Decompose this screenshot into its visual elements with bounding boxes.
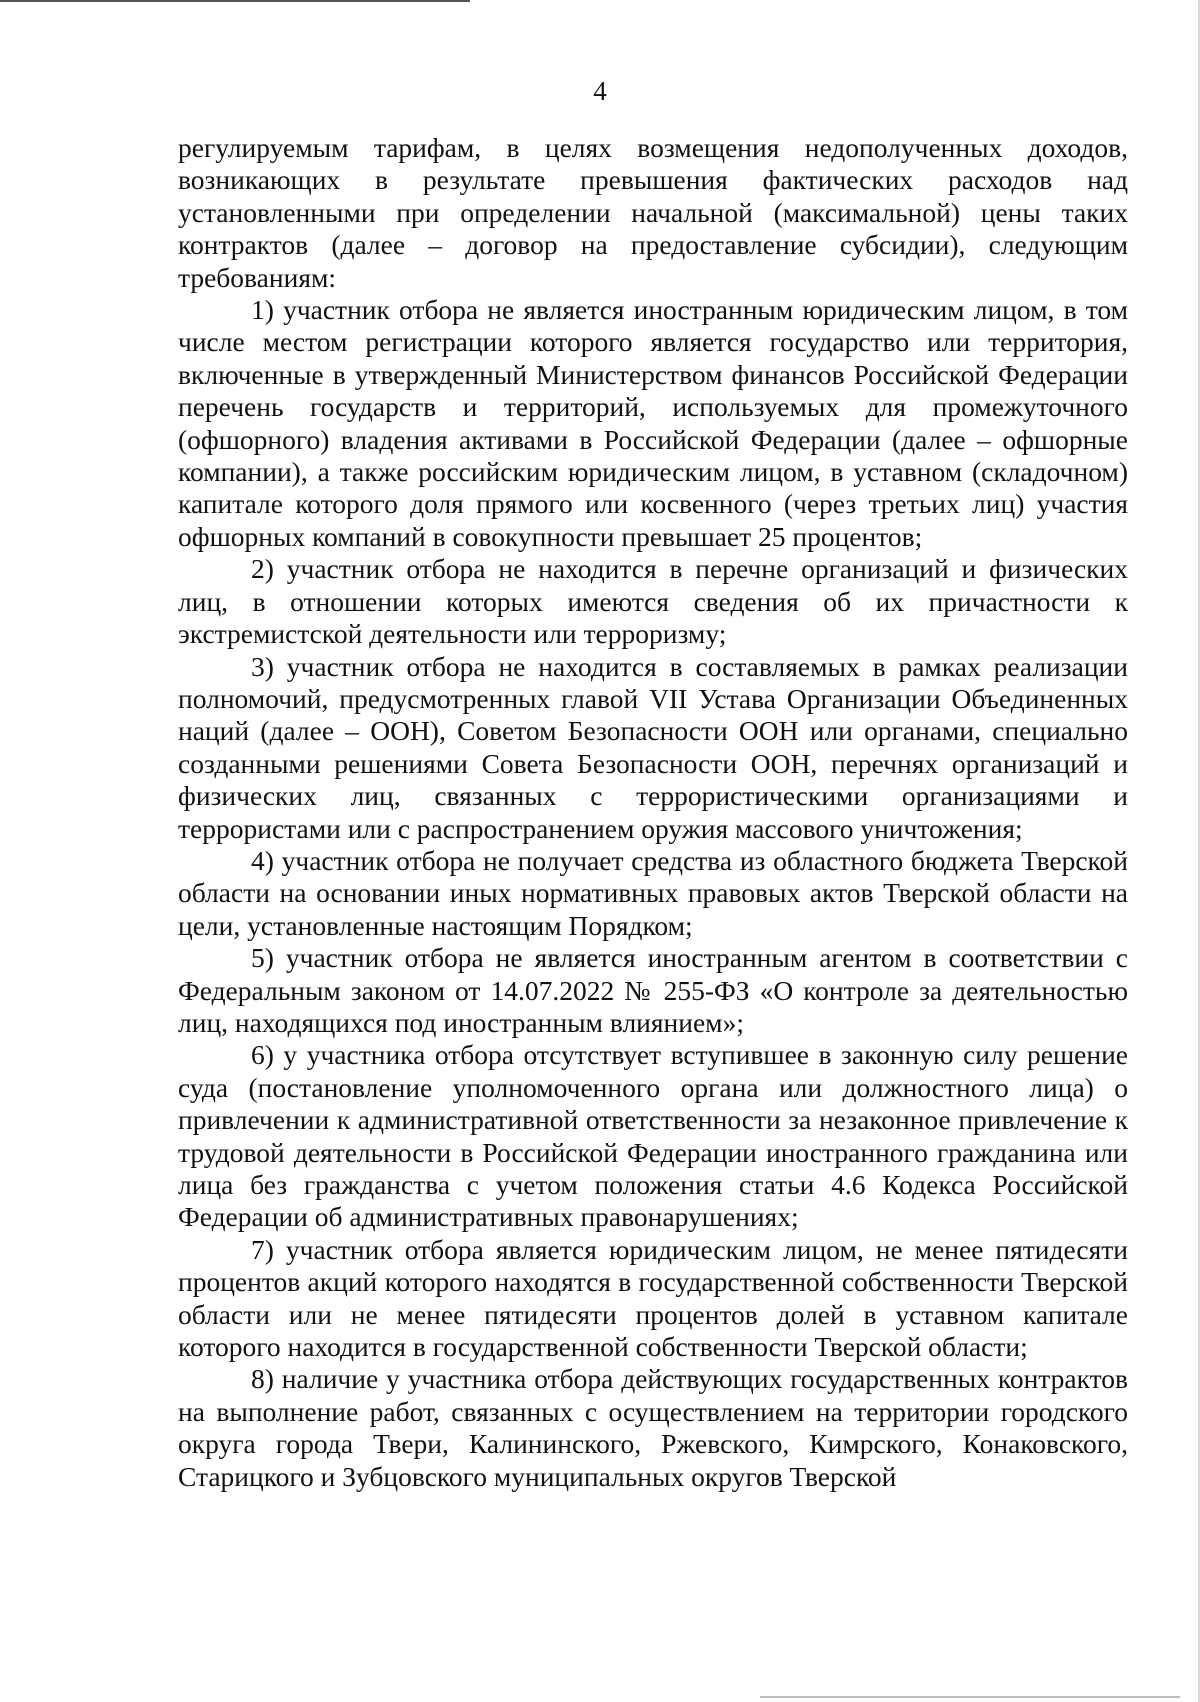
list-item-7: 7) участник отбора является юридическим лицом, не менее пятидесяти процентов акций которого находятся в государственной собственности Тверской области или не менее пятидесяти процентов долей в уставном капитале которого находится в государственной собственности Тверской области; [178,1233,1128,1363]
page-number: 4 [593,76,607,106]
list-item-2: 2) участник отбора не находится в перечне организаций и физических лиц, в отношении которых имеются сведения об их причастности к экстремистской деятельности или терроризму; [178,553,1128,650]
list-item-4: 4) участник отбора не получает средства из областного бюджета Тверской области на основании иных нормативных правовых актов Тверской области на цели, установленные настоящим Порядком; [178,844,1128,941]
list-item-6: 6) у участника отбора отсутствует вступившее в законную силу решение суда (постановление уполномоченного органа или должностного лица) о привлечении к административной ответственности за незаконное привлечение к трудовой деятельности в Российской Федерации иностранного гражданина или лица без гражданства с учетом положения статьи 4.6 Кодекса Российской Федерации об административных правонарушениях; [178,1039,1128,1233]
list-item-8: 8) наличие у участника отбора действующих государственных контрактов на выполнение работ, связанных с осуществлением на территории городского округа города Твери, Калининского, Ржевского, Кимрского, Конаковского, Старицкого и Зубцовского муниципальных округов Тверской [178,1363,1128,1492]
document-body [178,132,1128,1493]
list-item-1: 1) участник отбора не является иностранным юридическим лицом, в том числе местом регистрации которого является государство или территория, включенные в утвержденный Министерством финансов Российской Федерации перечень государств и территорий, используемых для промежуточного (офшорного) владения активами в Российской Федерации (далее – офшорные компании), а также российским юридическим лицом, в уставном (складочном) капитале которого доля прямого или косвенного (через третьих лиц) участия офшорных компаний в совокупности превышает 25 процентов; [178,294,1128,552]
paragraph-continuation: регулируемым тарифам, в целях возмещения недополученных доходов, возникающих в результате превышения фактических расходов над установленными при определении начальной (максимальной) цены таких контрактов (далее – договор на предоставление субсидии), следующим требованиям: [178,132,1128,293]
scan-edge-top [0,0,470,2]
list-item-3: 3) участник отбора не находится в составляемых в рамках реализации полномочий, предусмотренных главой VII Устава Организации Объединенных наций (далее – ООН), Советом Безопасности ООН или органами, специально созданными решениями Совета Безопасности ООН, перечнях организаций и физических лиц, связанных с террористическими организациями и террористами или с распространением оружия массового уничтожения; [178,650,1128,844]
list-item-5: 5) участник отбора не является иностранным агентом в соответствии с Федеральным законом от 14.07.2022 № 255-ФЗ «О контроле за деятельностью лиц, находящихся под иностранным влиянием»; [178,942,1128,1038]
scan-edge-bottom [760,1696,1180,1698]
